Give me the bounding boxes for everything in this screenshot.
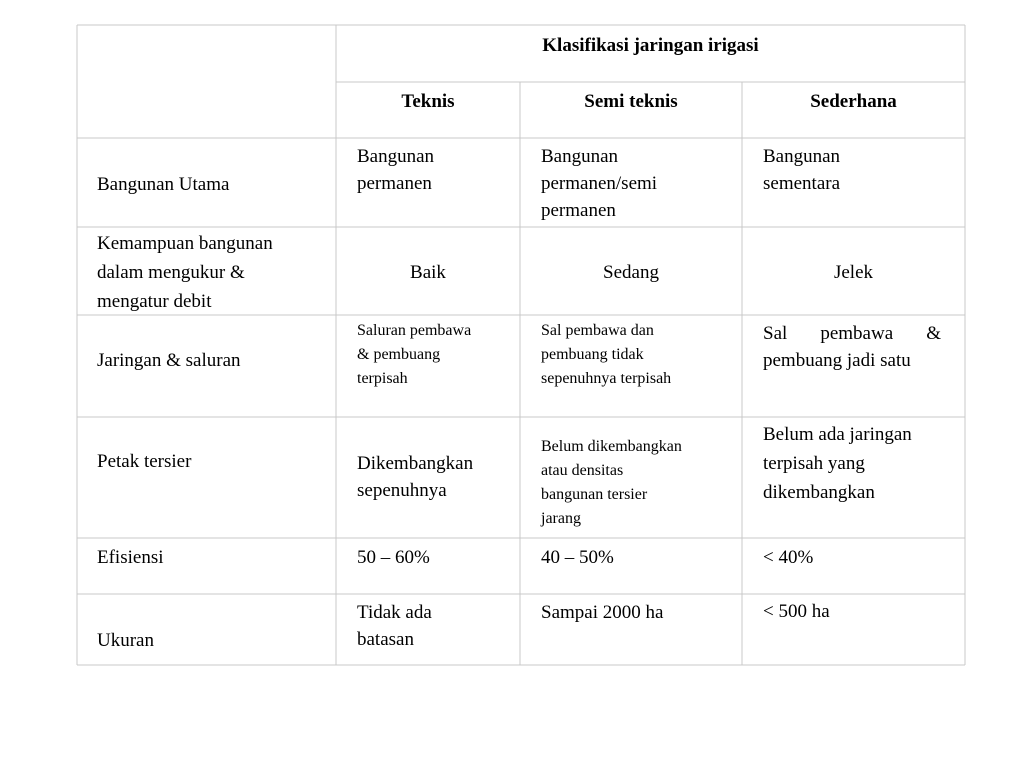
cell-efisiensi-sederhana: < 40%: [763, 547, 814, 568]
cell-line: atau densitas: [541, 462, 624, 479]
cell-kemampuan-teknis: Baik: [410, 262, 446, 283]
cell-line: dikembangkan: [763, 482, 875, 503]
cell-line: Bangunan: [357, 146, 435, 167]
cell-line: pembuang jadi satu: [763, 350, 911, 371]
cell-line: sepenuhnya: [357, 480, 447, 501]
cell-bangunan-utama-semi-teknis: [541, 143, 657, 224]
cell-jaringan-teknis: [357, 319, 471, 391]
row-label-efisiensi: Efisiensi: [97, 547, 164, 568]
cell-line: permanen: [357, 173, 432, 194]
cell-line: sepenuhnya terpisah: [541, 370, 672, 387]
cell-word: &: [926, 323, 941, 344]
cell-line: Belum dikembangkan: [541, 438, 682, 455]
column-header-sederhana: Sederhana: [810, 91, 897, 112]
row-label-kemampuan-bangunan: [97, 229, 273, 316]
cell-petak-semi-teknis: [541, 435, 682, 531]
cell-kemampuan-sederhana: Jelek: [833, 262, 874, 283]
cell-kemampuan-semi-teknis: Sedang: [603, 262, 659, 283]
cell-line: Saluran pembawa: [357, 322, 472, 339]
cell-line: pembuang tidak: [541, 346, 644, 363]
cell-line: terpisah: [357, 370, 408, 387]
cell-line: mengatur debit: [97, 291, 212, 312]
column-header-teknis: Teknis: [401, 91, 455, 112]
cell-line: & pembuang: [357, 346, 441, 363]
row-label-petak-tersier: Petak tersier: [97, 451, 192, 472]
cell-ukuran-semi-teknis: Sampai 2000 ha: [541, 602, 664, 623]
cell-line: Bangunan: [541, 146, 619, 167]
column-header-semi-teknis: Semi teknis: [584, 91, 678, 112]
cell-bangunan-utama-teknis: [357, 143, 434, 197]
cell-line: jarang: [541, 510, 581, 527]
cell-efisiensi-semi-teknis: 40 – 50%: [541, 547, 614, 568]
cell-line: Dikembangkan: [357, 453, 474, 474]
cell-line: permanen: [541, 200, 616, 221]
cell-line: Bangunan: [763, 146, 841, 167]
cell-ukuran-teknis: [357, 599, 432, 653]
cell-line: bangunan tersier: [541, 486, 648, 503]
cell-line: Tidak ada: [357, 602, 432, 623]
table-group-header: Klasifikasi jaringan irigasi: [542, 35, 759, 56]
cell-line: terpisah yang: [763, 453, 865, 474]
justified-line: [763, 320, 941, 347]
cell-jaringan-semi-teknis: [541, 319, 671, 391]
cell-petak-teknis: [357, 450, 473, 504]
row-label-ukuran: Ukuran: [97, 630, 154, 651]
cell-line: Kemampuan bangunan: [97, 233, 273, 254]
cell-line: dalam mengukur &: [97, 262, 245, 283]
row-label-jaringan-saluran: Jaringan & saluran: [97, 350, 241, 371]
cell-ukuran-sederhana: < 500 ha: [763, 601, 830, 622]
cell-line: Sal pembawa dan: [541, 322, 654, 339]
cell-line: Belum ada jaringan: [763, 424, 912, 445]
cell-efisiensi-teknis: 50 – 60%: [357, 547, 430, 568]
row-label-bangunan-utama: Bangunan Utama: [97, 174, 230, 195]
cell-jaringan-sederhana: [763, 320, 941, 374]
cell-word: pembawa: [820, 323, 894, 344]
cell-line: batasan: [357, 629, 414, 650]
cell-line: sementara: [763, 173, 841, 194]
cell-bangunan-utama-sederhana: [763, 143, 840, 197]
cell-petak-sederhana: [763, 420, 912, 507]
cell-word: Sal: [763, 323, 788, 344]
cell-line: permanen/semi: [541, 173, 658, 194]
